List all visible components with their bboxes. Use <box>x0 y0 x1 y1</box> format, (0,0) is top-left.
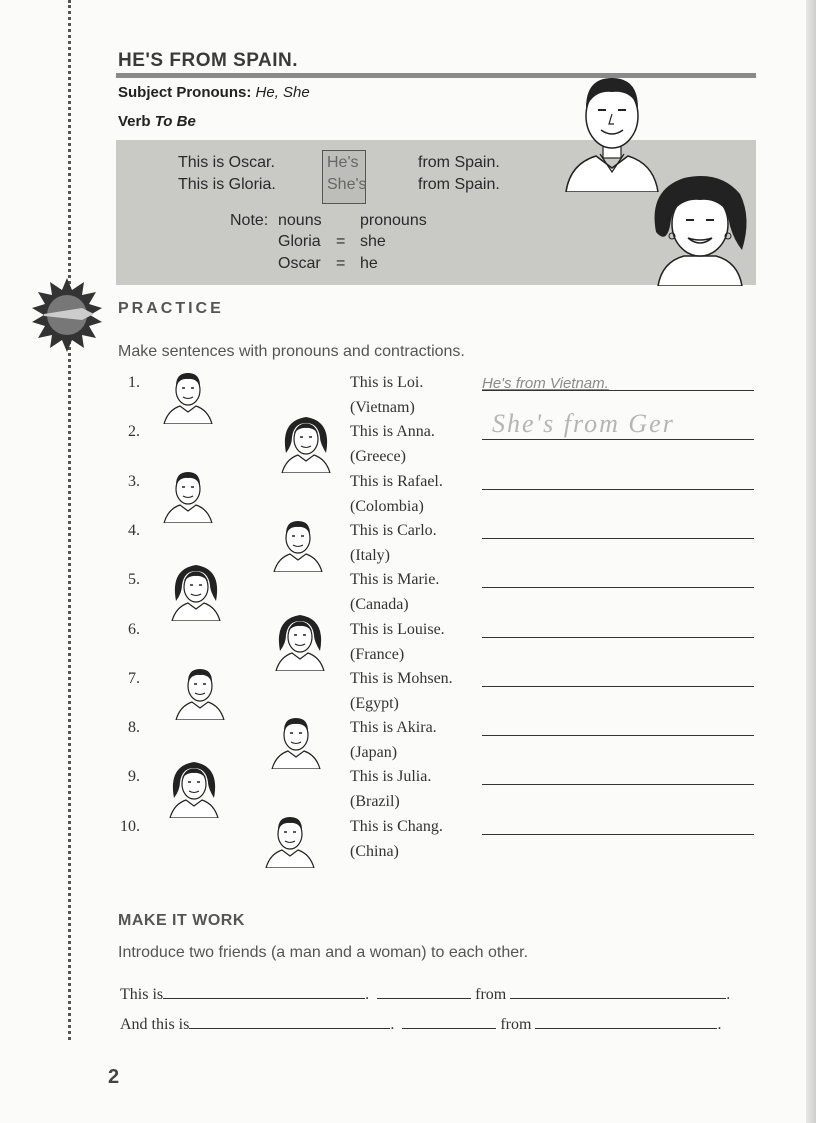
person-portrait <box>270 512 326 572</box>
perforation-dots <box>68 0 71 1040</box>
name-blank-2[interactable] <box>189 1014 390 1029</box>
item-number: 10. <box>120 817 140 835</box>
gloria-portrait <box>644 170 756 286</box>
pair-1-eq: = <box>336 233 346 250</box>
answer-line[interactable] <box>482 637 754 638</box>
country-blank-1[interactable] <box>510 984 726 999</box>
item-prompt <box>350 764 431 814</box>
item-country: (Vietnam) <box>350 399 415 416</box>
person-portrait <box>278 413 334 473</box>
item-number: 9. <box>128 768 140 786</box>
pair-2-eq: = <box>336 255 346 272</box>
item-country: (France) <box>350 645 405 663</box>
person-portrait <box>172 660 228 720</box>
make-it-work-instruction: Introduce two friends (a man and a woman) to each other. <box>118 944 529 961</box>
item-prompt <box>350 814 443 864</box>
item-country: (Brazil) <box>350 793 400 811</box>
item-prompt <box>350 419 435 469</box>
subject-pronouns-value: He, She <box>255 84 310 101</box>
intro-line-1-start: This is <box>120 986 164 1003</box>
from-word: from <box>475 986 507 1003</box>
page-edge-shadow <box>806 0 816 1123</box>
practice-instruction: Make sentences with pronouns and contractions. <box>118 343 465 360</box>
item-country: (Egypt) <box>350 694 399 712</box>
item-country: (China) <box>350 842 399 860</box>
make-it-work-heading: MAKE IT WORK <box>118 912 245 929</box>
period: . <box>717 1016 722 1033</box>
grammar-row-1-rest: from Spain. <box>418 154 500 171</box>
practice-heading: PRACTICE <box>118 300 224 317</box>
period: . <box>726 986 731 1003</box>
item-number: 4. <box>128 521 140 539</box>
answer-line[interactable] <box>482 489 754 490</box>
note-label: Note: <box>230 212 269 229</box>
item-1-answer: He's from Vietnam. <box>482 375 609 392</box>
pronoun-blank-1[interactable] <box>377 984 471 999</box>
page-number: 2 <box>108 1066 120 1088</box>
subject-pronouns-line <box>118 84 310 101</box>
person-portrait <box>160 463 216 523</box>
intro-line-1 <box>120 984 730 1004</box>
item-country: (Colombia) <box>350 497 424 515</box>
practice-burst-icon <box>30 278 104 352</box>
person-portrait <box>168 561 224 621</box>
item-prompt <box>350 666 453 716</box>
nouns-header: nouns <box>278 212 322 229</box>
item-sentence: This is Akira. <box>350 719 437 737</box>
pair-2-noun: Oscar <box>278 255 321 272</box>
item-prompt <box>350 469 443 519</box>
page-title: HE'S FROM SPAIN. <box>118 50 299 71</box>
answer-line[interactable] <box>482 439 754 440</box>
item-sentence: This is Loi. <box>350 374 424 391</box>
item-sentence: This is Mohsen. <box>350 669 453 687</box>
item-sentence: This is Anna. <box>350 423 435 441</box>
item-sentence: This is Julia. <box>350 768 432 786</box>
item-prompt <box>350 617 445 667</box>
answer-line[interactable] <box>482 834 754 835</box>
item-sentence: This is Chang. <box>350 817 443 835</box>
intro-line-2 <box>120 1014 721 1034</box>
item-prompt <box>350 567 439 617</box>
item-country: (Italy) <box>350 546 390 564</box>
item-sentence: This is Louise. <box>350 620 445 638</box>
item-number: 8. <box>128 719 140 737</box>
subject-pronouns-label: Subject Pronouns: <box>118 84 252 101</box>
pair-2-pronoun: he <box>360 255 378 272</box>
answer-line[interactable] <box>482 538 754 539</box>
pronouns-header: pronouns <box>360 212 427 229</box>
item-number: 7. <box>128 669 140 687</box>
item-prompt <box>350 518 437 568</box>
grammar-row-1-intro: This is Oscar. <box>178 154 275 171</box>
item-number: 5. <box>128 571 140 589</box>
pronoun-blank-2[interactable] <box>402 1014 496 1029</box>
item-country: (Canada) <box>350 596 409 614</box>
answer-line[interactable] <box>482 587 754 588</box>
intro-line-2-start: And this is <box>120 1016 190 1033</box>
verb-line <box>118 113 196 130</box>
answer-line[interactable] <box>482 686 754 687</box>
answer-line[interactable] <box>482 735 754 736</box>
country-blank-2[interactable] <box>535 1014 717 1029</box>
verb-label: Verb <box>118 113 151 130</box>
person-portrait <box>262 808 318 868</box>
verb-value: To Be <box>154 113 196 130</box>
from-word: from <box>500 1016 532 1033</box>
person-portrait <box>166 758 222 818</box>
item-sentence: This is Carlo. <box>350 521 437 539</box>
item-number: 3. <box>128 472 140 490</box>
grammar-row-1-pronoun: He's <box>327 154 359 171</box>
item-number: 1. <box>128 374 140 391</box>
person-portrait <box>160 364 216 424</box>
grammar-row-2-intro: This is Gloria. <box>178 176 276 193</box>
handwritten-attempt: She's from Ger <box>492 409 675 438</box>
item-country: (Japan) <box>350 744 398 762</box>
period: . <box>365 986 370 1003</box>
person-portrait <box>268 709 324 769</box>
person-portrait <box>272 611 328 671</box>
item-sentence: This is Rafael. <box>350 472 443 490</box>
pair-1-noun: Gloria <box>278 233 321 250</box>
name-blank-1[interactable] <box>163 984 365 999</box>
answer-line[interactable] <box>482 784 754 785</box>
item-country: (Greece) <box>350 448 406 466</box>
item-sentence: This is Marie. <box>350 571 440 589</box>
pair-1-pronoun: she <box>360 233 386 250</box>
item-prompt <box>350 715 437 765</box>
grammar-row-2-pronoun: She's <box>327 176 367 193</box>
grammar-row-2-rest: from Spain. <box>418 176 500 193</box>
item-prompt <box>350 370 423 420</box>
item-number: 6. <box>128 620 140 638</box>
item-number: 2. <box>128 423 140 441</box>
period: . <box>390 1016 395 1033</box>
